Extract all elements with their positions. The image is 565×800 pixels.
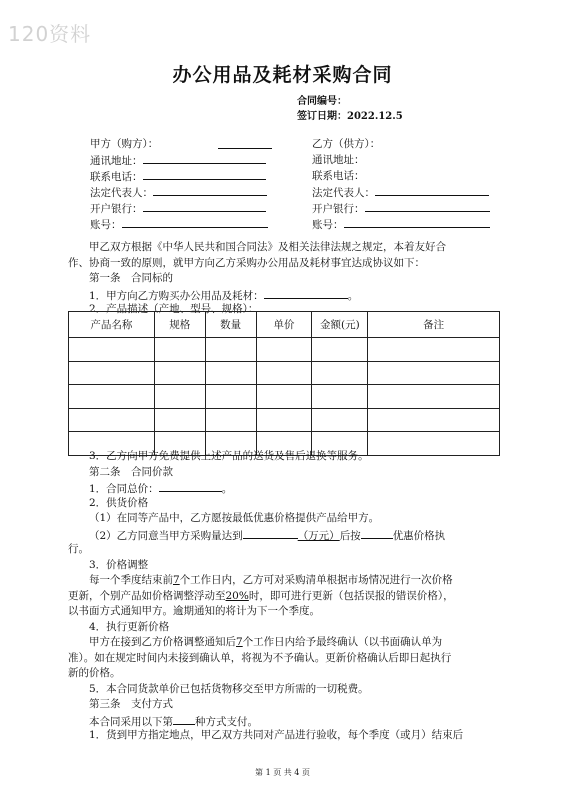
party-a-representative: 法定代表人： (90, 184, 267, 200)
article-2-item-3: 3．价格调整 (89, 558, 149, 571)
table-cell (256, 338, 312, 362)
document-title: 办公用品及耗材采购合同 (172, 64, 393, 86)
table-cell (256, 361, 312, 385)
table-header-cell: 金额(元) (312, 312, 368, 338)
table-row (69, 408, 500, 432)
table-header-cell: 数量 (205, 312, 256, 338)
execute-price-line: 准）。如在规定时间内未接到确认单，将视为不予确认。更新价格确认后即日起执行 (68, 651, 452, 664)
party-b-account: 账号： (312, 216, 490, 232)
article-3-title: 第三条 支付方式 (89, 698, 173, 710)
article-2-title: 第二条 合同价款 (89, 465, 173, 478)
table-row (69, 338, 500, 362)
blank-line (375, 184, 489, 196)
article-2-item-2: 2．供货价格 (89, 496, 149, 509)
article-2-item-2-1: （1）在同等产品中，乙方愿按最低优惠价格提供产品给甲方。 (89, 512, 380, 524)
intro-line: 作、协商一致的原则，就甲方向乙方采购办公用品及耗材事宜达成协议如下： (68, 256, 425, 269)
table-cell (205, 338, 256, 362)
intro-section (68, 240, 500, 318)
blank-line (361, 527, 393, 539)
price-adjust-line: 以书面方式通知甲方。逾期通知的将计为下一个季度。 (68, 605, 320, 617)
article-2-item-1: 1．合同总价： 。 (68, 480, 500, 496)
contract-number-label: 合同编号： (297, 96, 347, 107)
table-cell (154, 338, 205, 362)
party-a-phone: 联系电话： (90, 168, 266, 184)
watermark: 120资料 (8, 22, 92, 46)
table-cell (69, 408, 155, 432)
table-header-cell: 产品名称 (69, 312, 155, 338)
blank-line (143, 168, 266, 180)
table-cell (312, 385, 368, 409)
blank-line (365, 200, 490, 212)
blank-line (344, 216, 490, 228)
blank-line (153, 184, 267, 196)
party-a-bank: 开户银行： (90, 200, 266, 216)
table-cell (154, 385, 205, 409)
article-2-item-5: 5．本合同货款单价已包括货物移交至甲方所需的一切税费。 (89, 682, 369, 695)
party-a-account: 账号： (90, 216, 268, 232)
blank-line (243, 527, 298, 539)
blank-line (143, 200, 266, 212)
table-cell (69, 361, 155, 385)
table-cell (154, 408, 205, 432)
price-adjust-line: 更新，个别产品如价格调整浮动至20%时，即可进行更新（包括误报的错误价格）， (68, 589, 454, 602)
table-header-cell: 规格 (154, 312, 205, 338)
article-3-method: 本合同采用以下第 种方式支付。 (68, 713, 500, 729)
page-footer: 第 1 页 共 4 页 (255, 768, 310, 777)
sign-date: 签订日期：2022.12.5 (297, 111, 403, 122)
article-2-item-2-2-cont: 行。 (68, 543, 89, 555)
party-b-label: 乙方（供方）： (312, 138, 381, 150)
product-table (68, 311, 500, 456)
table-cell (312, 338, 368, 362)
article-3-item-1: 1．货到甲方指定地点，甲乙双方共同对产品进行验收，每个季度（或月）结束后 (89, 729, 464, 741)
execute-price-line: 新的价格。 (68, 667, 121, 679)
table-cell (205, 361, 256, 385)
table-cell (154, 361, 205, 385)
party-b-representative: 法定代表人： (312, 184, 489, 200)
article-1-item-1: 1．甲方向乙方购买办公用品及耗材： 。 (68, 287, 500, 303)
blank-line (159, 480, 222, 492)
table-cell (205, 385, 256, 409)
table-cell (312, 361, 368, 385)
price-adjust-line: 每一个季度结束前7个工作日内，乙方可对采购清单根据市场情况进行一次价格 (89, 574, 453, 586)
table-cell (368, 385, 500, 409)
intro-line: 甲乙双方根据《中华人民共和国合同法》及相关法律法规之规定，本着友好合 (89, 241, 446, 253)
party-b-bank: 开户银行： (312, 200, 490, 216)
execute-price-line: 甲方在接到乙方价格调整通知后7个工作日内给予最终确认（以书面确认单为 (89, 636, 443, 648)
party-b-address: 通讯地址： (312, 154, 365, 166)
party-a-label: 甲方（购方）： (90, 138, 159, 150)
table-header-cell: 备注 (368, 312, 500, 338)
table-cell (368, 408, 500, 432)
article-1-title: 第一条 合同标的 (89, 272, 173, 284)
table-cell (69, 385, 155, 409)
party-b-phone: 联系电话： (312, 170, 365, 182)
blank-line (122, 216, 268, 228)
table-row (69, 361, 500, 385)
table-cell (256, 385, 312, 409)
table-row (69, 385, 500, 409)
blank-line (173, 713, 195, 725)
terms-section (68, 449, 500, 744)
table-cell (69, 338, 155, 362)
party-a-name-line (218, 148, 272, 149)
article-2-item-4: 4．执行更新价格 (89, 620, 170, 633)
blank-line (264, 287, 348, 299)
article-1-item-2: 2．产品描述（产地、型号、规格）： (89, 303, 259, 315)
article-2-item-2-2: （2）乙方同意当甲方采购量达到 （万元）后按 优惠价格执 (68, 527, 500, 543)
blank-line (143, 152, 266, 164)
table-cell (368, 338, 500, 362)
table-cell (256, 408, 312, 432)
party-a-address: 通讯地址： (90, 152, 266, 168)
table-cell (205, 408, 256, 432)
table-header-row (69, 312, 500, 338)
table-cell (312, 408, 368, 432)
table-cell (368, 361, 500, 385)
table-header-cell: 单价 (256, 312, 312, 338)
article-1-item-3: 3．乙方向甲方免费提供上述产品的送货及售后退换等服务。 (89, 450, 369, 462)
